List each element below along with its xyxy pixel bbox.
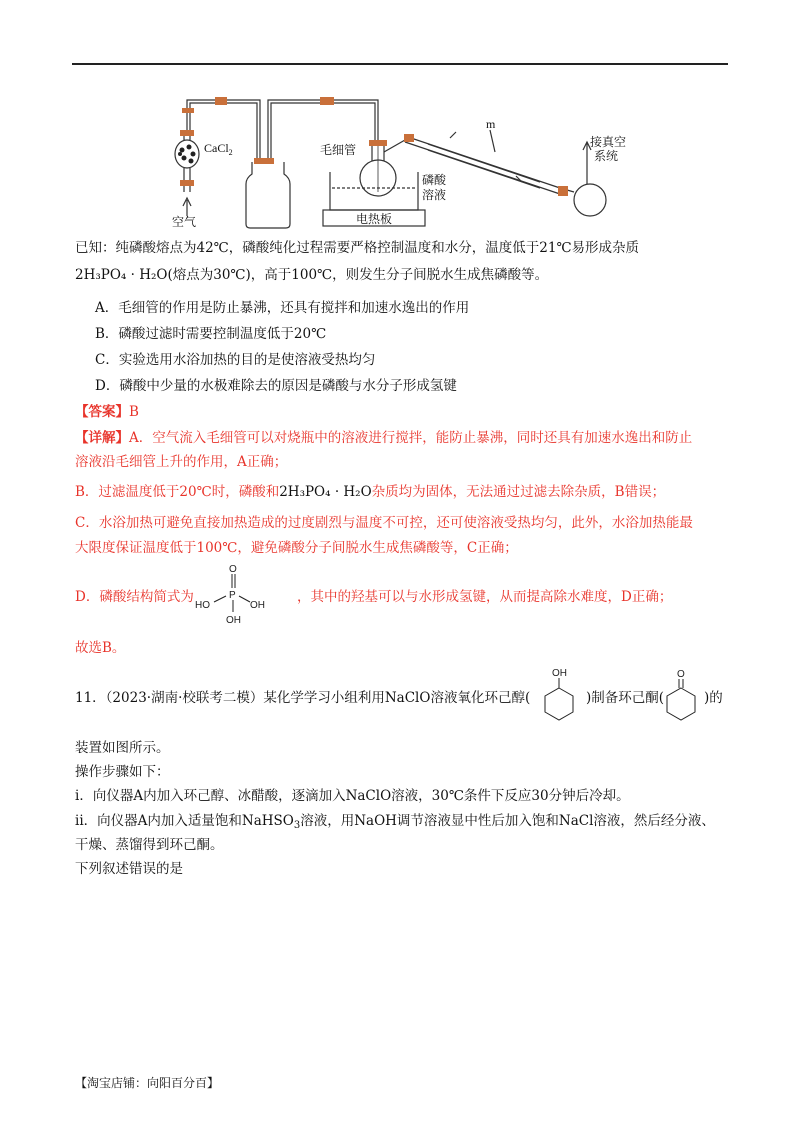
phosphoric-label-2: 溶液 [422, 188, 447, 202]
water-bath [330, 172, 418, 210]
q11-line-3: 操作步骤如下： [75, 764, 170, 780]
struct-oh-bottom: OH [226, 615, 241, 626]
cyclohexanone-o: O [677, 669, 685, 680]
distillation-apparatus-diagram [160, 92, 630, 232]
struct-p: P [229, 590, 236, 601]
detail-a-line-2: 溶液沿毛细管上升的作用，A正确； [75, 454, 288, 470]
struct-ho: HO [195, 600, 210, 611]
gas-washing-bottle [246, 162, 290, 228]
q11-line-1-post: )的 [704, 690, 723, 706]
q11-line-2: 装置如图所示。 [75, 740, 170, 756]
detail-b-post: 杂质均为固体，无法通过过滤去除杂质，B错误； [371, 484, 666, 500]
air-label: 空气 [172, 215, 197, 229]
detail-c-line-2: 大限度保证温度低于100℃，避免磷酸分子间脱水生成焦磷酸等，C正确； [75, 540, 518, 556]
phosphoric-label-1: 磷酸 [422, 173, 447, 187]
option-c: C．实验选用水浴加热的目的是使溶液受热均匀 [95, 352, 376, 368]
q11-prompt: 下列叙述错误的是 [75, 861, 183, 877]
detail-a-line-1 [75, 428, 692, 448]
q11-step-2b: 干燥、蒸馏得到环己酮。 [75, 837, 224, 853]
detail-b-pre: B．过滤温度低于20℃时，磷酸和 [75, 484, 280, 500]
heater-label: 电热板 [356, 212, 393, 226]
m-label: m [486, 117, 496, 131]
detail-d-pre: D．磷酸结构简式为 [75, 589, 194, 605]
cyclohexanol-structure [536, 666, 582, 724]
q11-step-2a-post: 溶液，用NaOH调节溶液显中性后加入饱和NaCl溶液，然后经分液、 [300, 813, 715, 829]
q11-step-2a [75, 811, 715, 836]
capillary-label: 毛细管 [320, 143, 357, 157]
footer-shop-name: 【淘宝店铺：向阳百分百】 [75, 1076, 220, 1090]
cyclohexanol-oh: OH [552, 668, 567, 679]
vacuum-label-2: 系统 [594, 149, 619, 163]
answer-line [75, 402, 139, 422]
detail-b-formula: 2H₃PO₄ · H₂O [279, 484, 372, 500]
known-line-1: 已知：纯磷酸熔点为42℃，磷酸纯化过程需要严格控制温度和水分，温度低于21℃易形成杂质 [75, 240, 640, 256]
detail-a-text-1: A．空气流入毛细管可以对烧瓶中的溶液进行搅拌，能防止暴沸，同时还具有加速水逸出和防止 [129, 430, 693, 446]
header-rule [72, 63, 728, 65]
struct-oh-right: OH [250, 600, 265, 611]
known-line-2-rest: (熔点为30℃)，高于100℃，则发生分子间脱水生成焦磷酸等。 [167, 267, 549, 283]
q11-step-1: i．向仪器A内加入环己醇、冰醋酸，逐滴加入NaClO溶液，30℃条件下反应30分钟后冷却。 [75, 788, 630, 804]
detail-d-post: ，其中的羟基可以与水形成氢键，从而提高除水难度，D正确； [297, 589, 673, 605]
q11-step-2a-sub: 3 [293, 820, 301, 831]
conclusion: 故选B。 [75, 640, 126, 656]
option-d: D．磷酸中少量的水极难除去的原因是磷酸与水分子形成氢键 [95, 378, 457, 394]
detail-label: 【详解】 [75, 430, 129, 446]
option-b: B．磷酸过滤时需要控制温度低于20℃ [95, 326, 327, 342]
known-formula: 2H₃PO₄ · H₂O [75, 267, 168, 283]
option-a: A．毛细管的作用是防止暴沸，还具有搅拌和加速水逸出的作用 [95, 300, 470, 316]
vacuum-label-1: 接真空 [590, 135, 627, 149]
known-line-2 [75, 265, 548, 285]
struct-o: O [229, 564, 237, 575]
detail-c-line-1: C．水浴加热可避免直接加热造成的过度剧烈与温度不可控，还可使溶液受热均匀，此外，水浴加热能最 [75, 515, 693, 531]
detail-b-line [75, 482, 665, 502]
answer-label: 【答案】 [75, 404, 129, 420]
phosphoric-acid-structure [192, 562, 272, 628]
q11-line-1-pre: 11．（2023·湖南·校联考二模）某化学学习小组利用NaClO溶液氧化环己醇( [75, 690, 531, 706]
answer-value: B [129, 404, 139, 420]
cacl2-label: CaCl$_2$ [204, 141, 233, 157]
cyclohexanone-structure [658, 666, 704, 724]
q11-step-2a-pre: ii．向仪器A内加入适量饱和NaHSO [75, 813, 294, 829]
receiver-flask [574, 184, 606, 216]
q11-line-1-mid: )制备环己酮( [586, 690, 665, 706]
